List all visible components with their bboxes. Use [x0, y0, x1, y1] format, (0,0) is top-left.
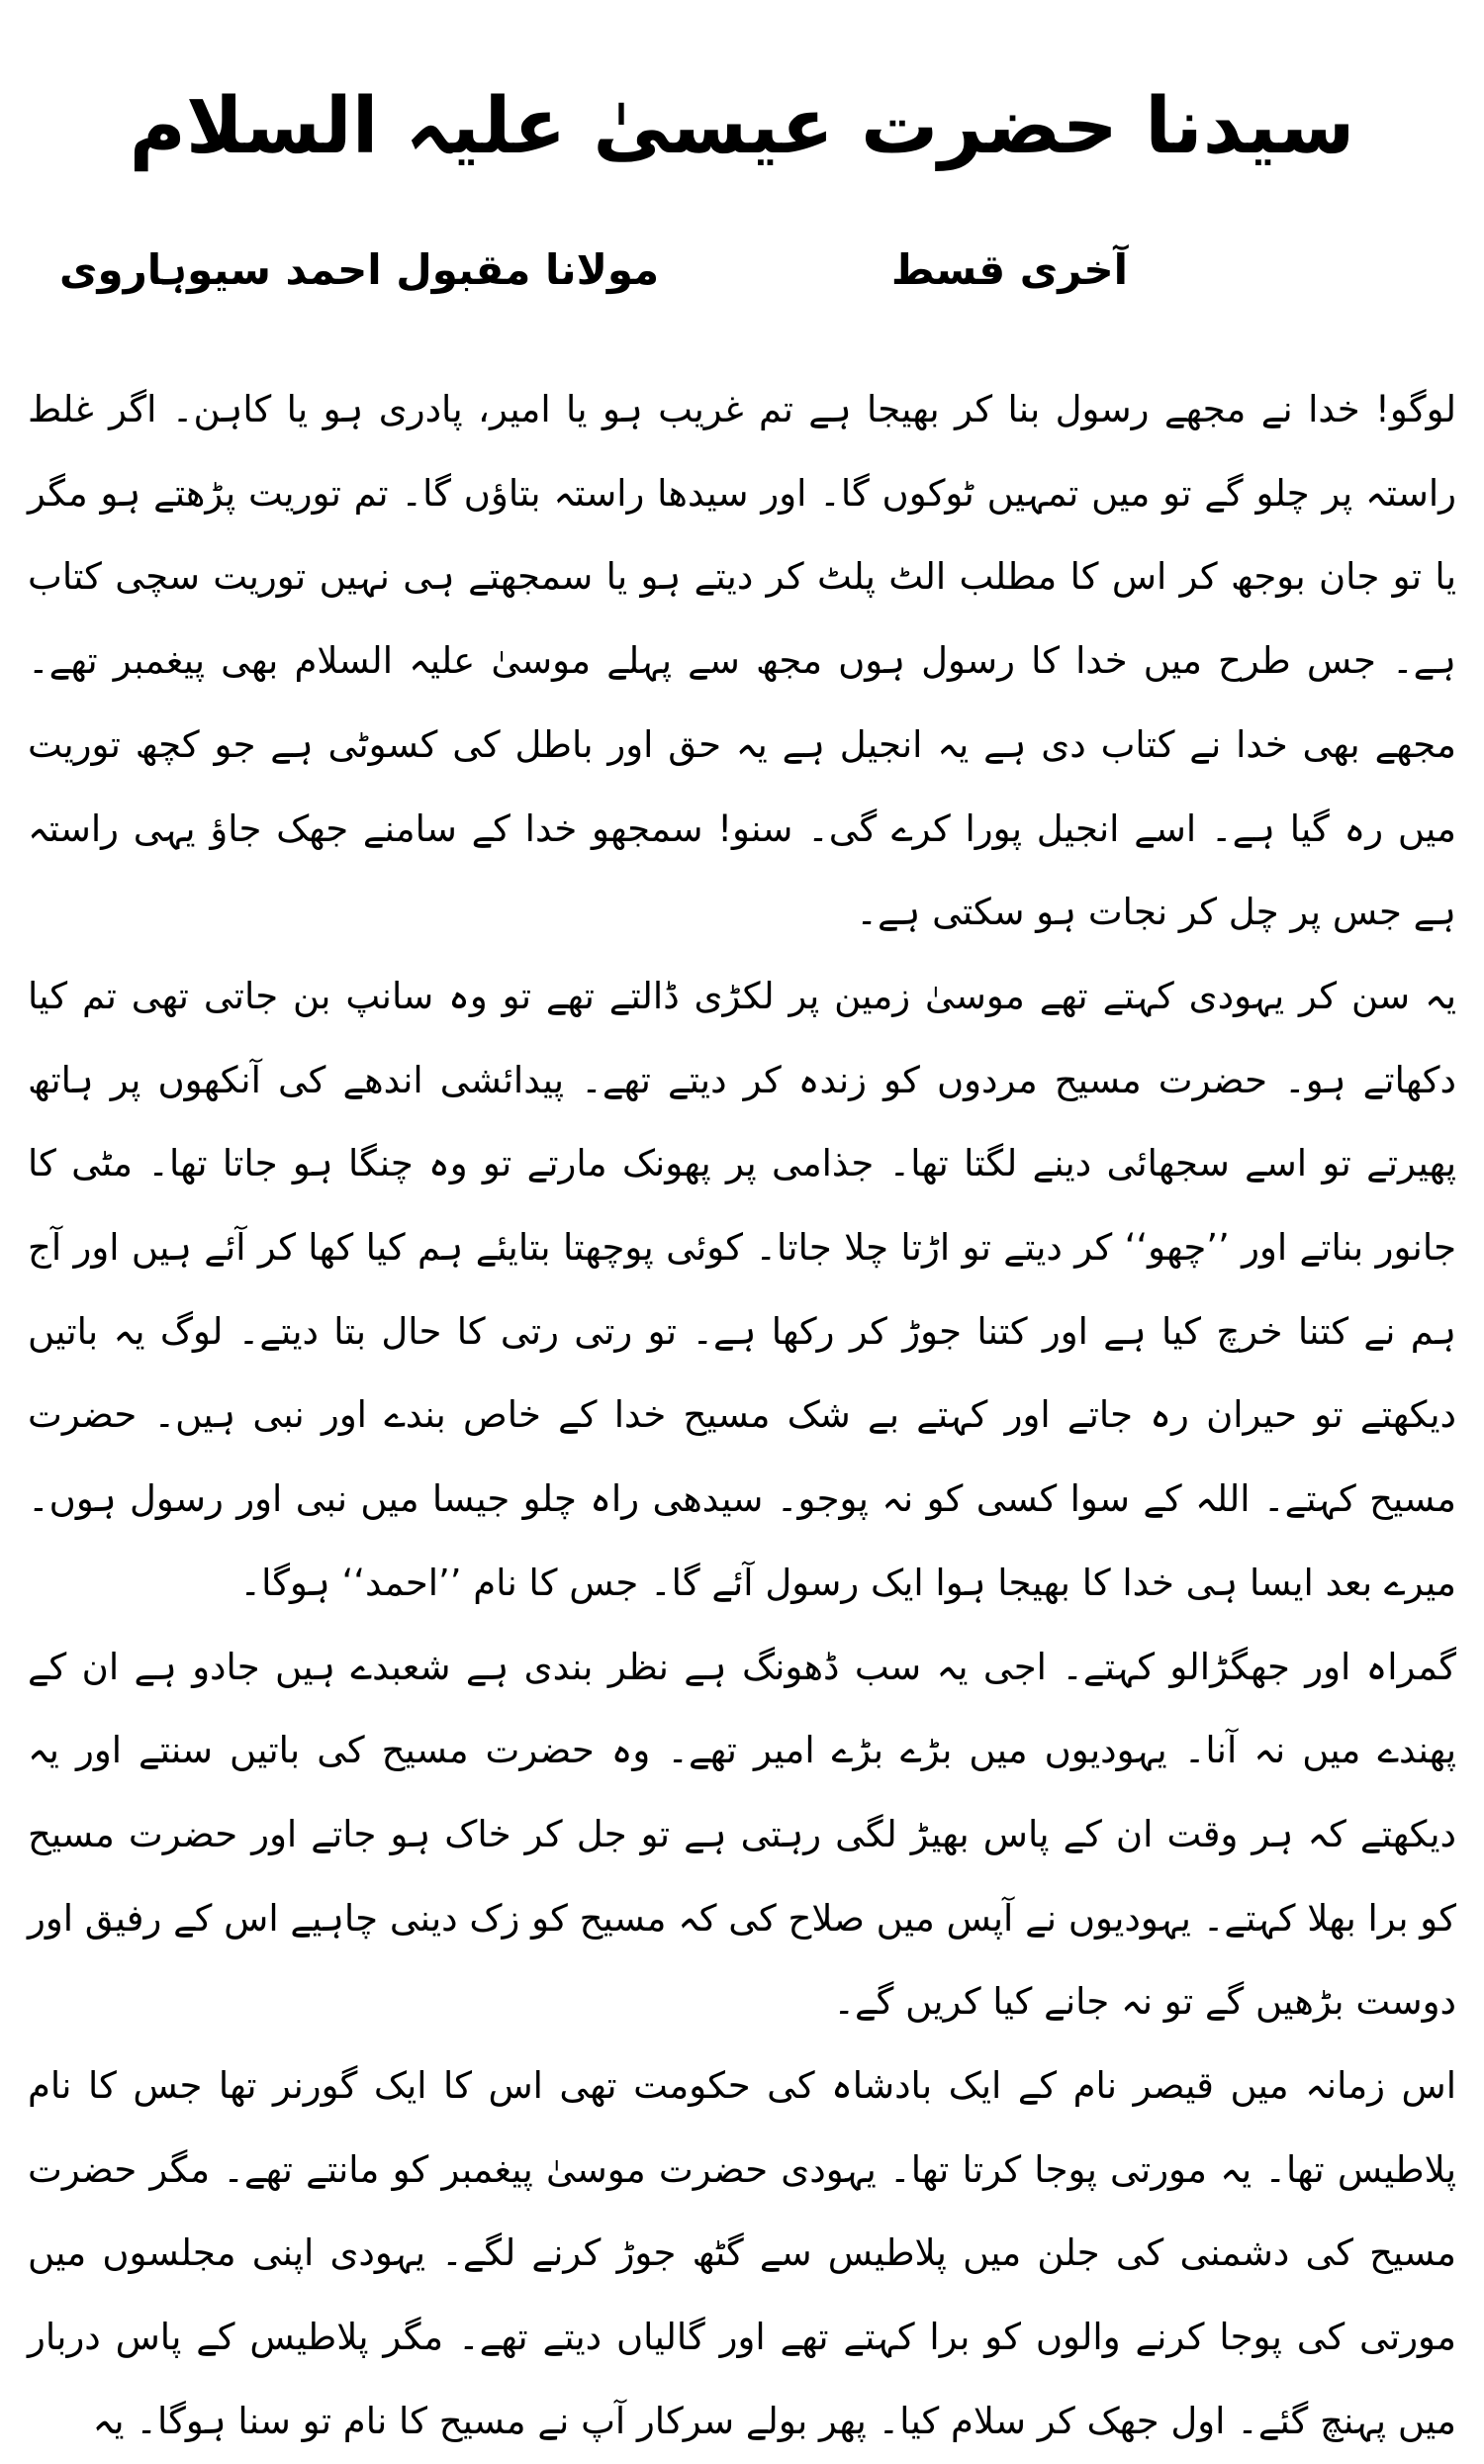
- article-title: سیدنا حضرت عیسیٰ علیہ السلام: [129, 82, 1355, 171]
- episode-label: آخری قسط: [890, 245, 1128, 294]
- paragraph: گمراہ اور جھگڑالو کہتے۔ اجی یہ سب ڈھونگ ہے نظر بندی ہے شعبدے ہیں جادو ہے ان کے پھندے میں نہ آنا۔ یہودیوں میں بڑے بڑے امیر تھے۔ وہ حضرت مسیح کی باتیں سنتے اور یہ دیکھتے کہ ہر وقت ان کے پاس بھیڑ لگی رہتی ہے تو جل کر خاک ہو جاتے اور حضرت مسیح کو برا بھلا کہتے۔ یہودیوں نے آپس میں صلاح کی کہ مسیح کو زک دینی چاہیے اس کے رفیق اور دوست بڑھیں گے تو نہ جانے کیا کریں گے۔: [28, 1645, 1456, 2024]
- paragraph: لوگو! خدا نے مجھے رسول بنا کر بھیجا ہے تم غریب ہو یا امیر، پادری ہو یا کاہن۔ اگر غلط راستہ پر چلو گے تو میں تمہیں ٹوکوں گا۔ اور سیدھا راستہ بتاؤں گا۔ تم توریت پڑھتے ہو مگر یا تو جان بوجھ کر اس کا مطلب الٹ پلٹ کر دیتے ہو یا سمجھتے ہی نہیں توریت سچی کتاب ہے۔ جس طرح میں خدا کا رسول ہوں مجھ سے پہلے موسیٰ علیہ السلام بھی پیغمبر تھے۔ مجھے بھی خدا نے کتاب دی ہے یہ انجیل ہے یہ حق اور باطل کی کسوٹی ہے جو کچھ توریت میں رہ گیا ہے۔ اسے انجیل پورا کرے گی۔ سنو! سمجھو خدا کے سامنے جھک جاؤ یہی راستہ ہے جس پر چل کر نجات ہو سکتی ہے۔: [28, 388, 1456, 934]
- paragraph: اس زمانہ میں قیصر نام کے ایک بادشاہ کی حکومت تھی اس کا ایک گورنر تھا جس کا نام پلاطیس تھا۔ یہ مورتی پوجا کرتا تھا۔ یہودی حضرت موسیٰ پیغمبر کو مانتے تھے۔ مگر حضرت مسیح کی دشمنی کی جلن میں پلاطیس سے گٹھ جوڑ کرنے لگے۔ یہودی اپنی مجلسوں میں مورتی کی پوجا کرنے والوں کو برا کہتے تھے اور گالیاں دیتے تھے۔ مگر پلاطیس کے پاس دربار میں پہنچ گئے۔ اول جھک کر سلام کیا۔ پھر بولے سرکار آپ نے مسیح کا نام تو سنا ہوگا۔ یہ: [28, 2064, 1456, 2442]
- author-name: مولانا مقبول احمد سیوہاروی: [59, 245, 660, 294]
- article-meta: [59, 236, 1425, 305]
- paragraph: یہ سن کر یہودی کہتے تھے موسیٰ زمین پر لکڑی ڈالتے تھے تو وہ سانپ بن جاتی تھی تم کیا دکھاتے ہو۔ حضرت مسیح مردوں کو زندہ کر دیتے تھے۔ پیدائشی اندھے کی آنکھوں پر ہاتھ پھیرتے تو اسے سجھائی دینے لگتا تھا۔ جذامی پر پھونک مارتے تو وہ چنگا ہو جاتا تھا۔ مٹی کا جانور بناتے اور ’’چھو‘‘ کر دیتے تو اڑتا چلا جاتا۔ کوئی پوچھتا بتایئے ہم کیا کھا کر آئے ہیں اور آج ہم نے کتنا خرچ کیا ہے اور کتنا جوڑ کر رکھا ہے۔ تو رتی رتی کا حال بتا دیتے۔ لوگ یہ باتیں دیکھتے تو حیران رہ جاتے اور کہتے بے شک مسیح خدا کے خاص بندے اور نبی ہیں۔ حضرت مسیح کہتے۔ اللہ کے سوا کسی کو نہ پوجو۔ سیدھی راہ چلو جیسا میں نبی اور رسول ہوں۔ میرے بعد ایسا ہی خدا کا بھیجا ہوا ایک رسول آئے گا۔ جس کا نام ’’احمد‘‘ ہوگا۔: [28, 974, 1456, 1604]
- article-body: [28, 368, 1456, 2464]
